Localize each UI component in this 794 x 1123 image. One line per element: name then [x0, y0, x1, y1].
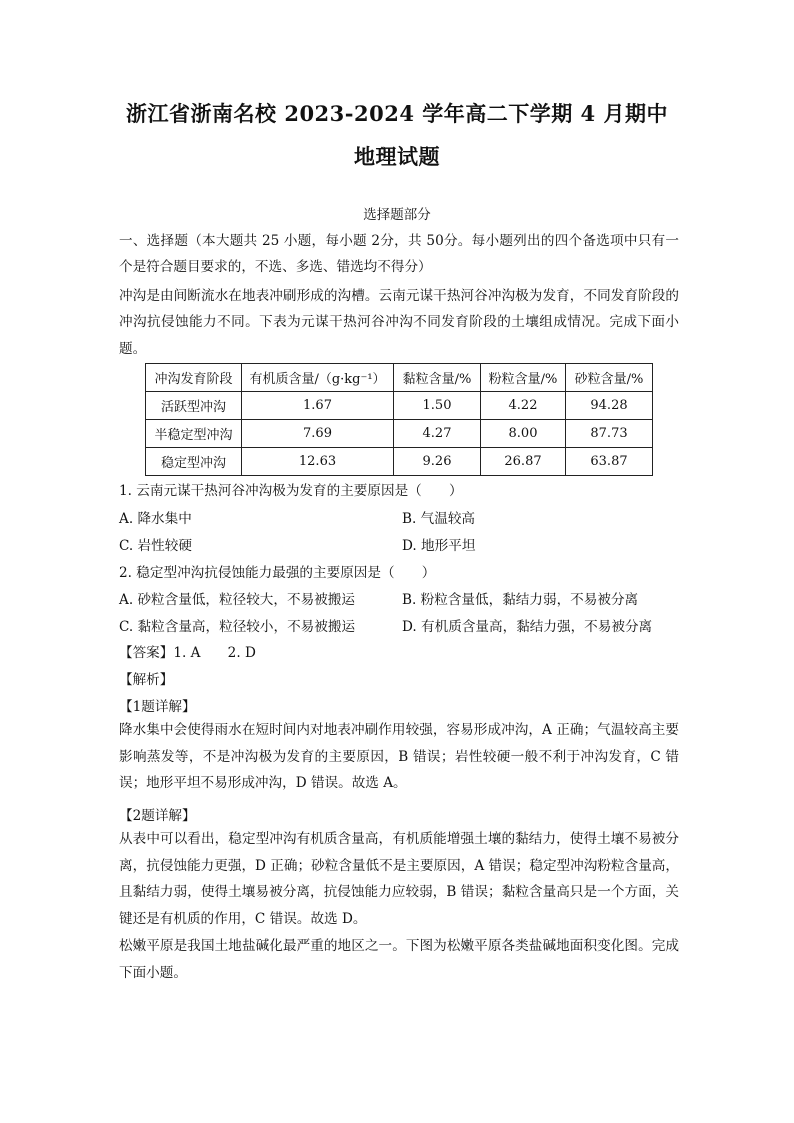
soil-composition-table [145, 363, 653, 476]
question-1-option-c: C. 岩性较硬 [119, 538, 192, 554]
detail-1-label: 【1题详解】 [119, 699, 196, 715]
table-cell: 稳定型冲沟 [146, 448, 242, 476]
detail-1-text: 降水集中会使得雨水在短时间内对地表冲刷作用较强，容易形成冲沟，A 正确；气温较高主要影响蒸发等，不是冲沟极为发育的主要原因，B 错误；岩性较硬一般不利于冲沟发育，C 错误；地形平坦不易形成冲沟，D 错误。故选 A。 [119, 722, 679, 792]
table-row [146, 448, 653, 476]
table-header-cell: 冲沟发育阶段 [146, 364, 242, 392]
title-line-2: 地理试题 [354, 144, 440, 169]
question-2-option-b: B. 粉粒含量低，黏结力弱，不易被分离 [402, 592, 639, 608]
next-passage: 松嫩平原是我国土地盐碱化最严重的地区之一。下图为松嫩平原各类盐碱地面积变化图。完成下面小题。 [119, 938, 679, 981]
intro-passage: 冲沟是由间断流水在地表冲刷形成的沟槽。云南元谋干热河谷冲沟极为发育，不同发育阶段的冲沟抗侵蚀能力不同。下表为元谋干热河谷冲沟不同发育阶段的土壤组成情况。完成下面小题。 [119, 288, 679, 357]
table-cell: 63.87 [566, 448, 653, 476]
table-header-cell: 粉粒含量/% [481, 364, 566, 392]
table-cell: 8.00 [481, 420, 566, 448]
table-cell: 87.73 [566, 420, 653, 448]
question-2-option-c: C. 黏粒含量高，粒径较小，不易被搬运 [119, 619, 356, 635]
question-2-option-d: D. 有机质含量高，黏结力强，不易被分离 [402, 619, 653, 635]
table-cell: 4.27 [394, 420, 481, 448]
table-header-row [146, 364, 653, 392]
table-cell: 9.26 [394, 448, 481, 476]
table-cell: 26.87 [481, 448, 566, 476]
table-cell: 半稳定型冲沟 [146, 420, 242, 448]
question-1-option-a: A. 降水集中 [119, 511, 192, 527]
title-line-1: 浙江省浙南名校 2023-2024 学年高二下学期 4 月期中 [126, 101, 668, 126]
table-cell: 1.50 [394, 392, 481, 420]
detail-2-label: 【2题详解】 [119, 808, 196, 824]
question-1-stem: 1. 云南元谋干热河谷冲沟极为发育的主要原因是（ ） [119, 483, 463, 499]
table-cell: 4.22 [481, 392, 566, 420]
detail-2-text: 从表中可以看出，稳定型冲沟有机质含量高，有机质能增强土壤的黏结力，使得土壤不易被分离，抗侵蚀能力更强，D 正确；砂粒含量低不是主要原因，A 错误；稳定型冲沟粉粒含量高，且黏结力弱，使得土壤易被分离，抗侵蚀能力应较弱，B 错误；黏粒含量高只是一个方面，关键还是有机质的作用，C 错误。故选 D。 [119, 831, 679, 927]
question-1-option-d: D. 地形平坦 [402, 538, 476, 554]
table-cell: 7.69 [242, 420, 394, 448]
instructions: 一、选择题（本大题共 25 小题，每小题 2分，共 50分。每小题列出的四个备选项中只有一个是符合题目要求的，不选、多选、错选均不得分） [119, 233, 679, 276]
table-cell: 12.63 [242, 448, 394, 476]
question-2-option-a: A. 砂粒含量低，粒径较大，不易被搬运 [119, 592, 355, 608]
answer-line: 【答案】1. A 2. D [119, 645, 256, 661]
table-header-cell: 砂粒含量/% [566, 364, 653, 392]
table-header-cell: 黏粒含量/% [394, 364, 481, 392]
question-2-stem: 2. 稳定型冲沟抗侵蚀能力最强的主要原因是（ ） [119, 565, 436, 581]
table-row [146, 392, 653, 420]
table-cell: 1.67 [242, 392, 394, 420]
table-cell: 94.28 [566, 392, 653, 420]
table-cell: 活跃型冲沟 [146, 392, 242, 420]
table-row [146, 420, 653, 448]
table-header-cell: 有机质含量/（g·kg⁻¹） [242, 364, 394, 392]
section-heading: 选择题部分 [363, 207, 431, 223]
question-1-option-b: B. 气温较高 [402, 511, 476, 527]
analysis-label: 【解析】 [119, 672, 174, 688]
